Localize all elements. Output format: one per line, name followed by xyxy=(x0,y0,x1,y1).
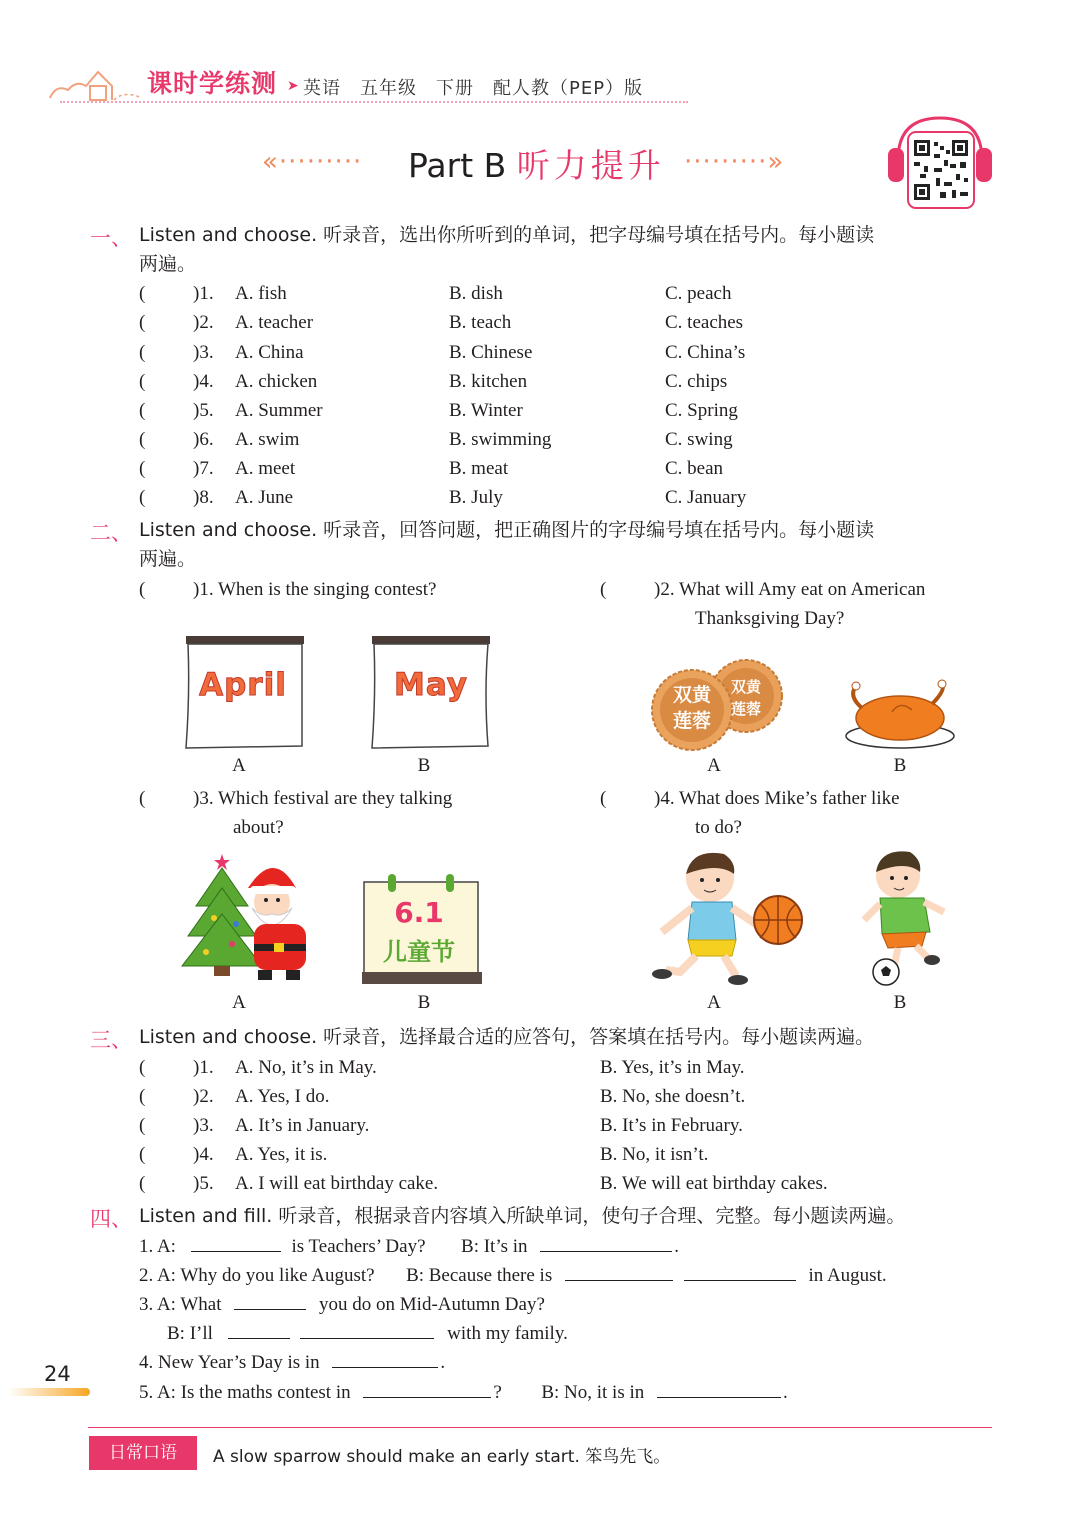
line-text: B: Because there is xyxy=(406,1265,553,1286)
fill-blank[interactable] xyxy=(565,1262,673,1281)
question-text: )3. Which festival are they talking xyxy=(193,788,453,809)
option-b: B. We will eat birthday cakes. xyxy=(600,1173,828,1194)
section4-number: 四、 xyxy=(90,1207,132,1231)
qr-code-headphone-icon[interactable] xyxy=(884,112,994,212)
option-b: B. No, she doesn’t. xyxy=(600,1086,746,1107)
option-b: B. Winter xyxy=(449,400,523,421)
part-cn-title: 听力提升 xyxy=(516,146,665,185)
answer-bracket[interactable]: ( xyxy=(139,283,146,304)
line-text: with my family. xyxy=(447,1323,568,1344)
option-a: A. meet xyxy=(235,458,296,479)
line-text: 2. A: Why do you like August? xyxy=(139,1265,375,1286)
option-b: B. It’s in February. xyxy=(600,1115,743,1136)
option-a: A. I will eat birthday cake. xyxy=(235,1173,439,1194)
question-number: )2. xyxy=(193,312,214,333)
s4-line-2 xyxy=(139,1261,887,1290)
s3-row xyxy=(139,1111,743,1140)
arrow-icon: ➤ xyxy=(287,78,299,94)
picture-label-a: A xyxy=(232,755,246,776)
answer-bracket[interactable]: ( xyxy=(139,458,146,479)
option-a: A. June xyxy=(235,487,294,508)
boy-football-image[interactable] xyxy=(858,848,954,988)
s1-row xyxy=(139,338,746,367)
answer-bracket[interactable]: ( xyxy=(139,1173,146,1194)
fill-blank[interactable] xyxy=(684,1262,796,1281)
option-b: B. No, it isn’t. xyxy=(600,1144,709,1165)
question-number: )1. xyxy=(193,1057,214,1078)
fill-blank[interactable] xyxy=(234,1291,306,1310)
question-number: )6. xyxy=(193,429,214,450)
answer-bracket[interactable]: ( xyxy=(139,1086,146,1107)
option-b: B. Yes, it’s in May. xyxy=(600,1057,745,1078)
s1-row xyxy=(139,425,733,454)
part-title xyxy=(408,140,665,187)
question-number: )4. xyxy=(193,371,214,392)
answer-bracket[interactable]: ( xyxy=(139,429,146,450)
option-b: B. Chinese xyxy=(449,342,533,363)
answer-bracket[interactable]: ( xyxy=(600,788,607,809)
christmas-tree-santa-image[interactable] xyxy=(178,848,318,984)
picture-label-b: B xyxy=(417,992,431,1013)
line-text: 5. A: Is the maths contest in xyxy=(139,1382,351,1403)
fill-blank[interactable] xyxy=(657,1379,781,1398)
mooncake-label-2: 双黄莲蓉 xyxy=(730,678,761,718)
s2-question-3 xyxy=(139,784,453,813)
question-text: )4. What does Mike’s father like xyxy=(654,788,900,809)
option-b: B. kitchen xyxy=(449,371,528,392)
fill-blank[interactable] xyxy=(191,1233,281,1252)
line-prefix: 1. A: xyxy=(139,1236,176,1257)
option-a: A. It’s in January. xyxy=(235,1115,370,1136)
question-text: )1. When is the singing contest? xyxy=(193,579,437,600)
option-c: C. teaches xyxy=(665,312,744,333)
mooncake-label-1: 双黄莲蓉 xyxy=(672,684,711,732)
s1-row xyxy=(139,367,728,396)
section2-instruction: Listen and choose. 听录音，回答问题，把正确图片的字母编号填在括号内。每小题读 xyxy=(139,519,875,541)
s1-row xyxy=(139,396,738,425)
question-number: )7. xyxy=(193,458,214,479)
left-chevron-decoration-icon: «········· xyxy=(262,147,363,177)
section1-instruction-cont: 两遍。 xyxy=(139,253,197,275)
line-text: . xyxy=(440,1352,446,1373)
s1-row xyxy=(139,454,724,483)
option-a: A. Yes, I do. xyxy=(235,1086,330,1107)
s2-question-3-cont: about? xyxy=(233,817,284,838)
s4-line-4 xyxy=(139,1348,445,1377)
option-b: B. swimming xyxy=(449,429,552,450)
option-c: C. swing xyxy=(665,429,733,450)
section1-number: 一、 xyxy=(90,226,132,250)
line-text: in August. xyxy=(808,1265,887,1286)
s2-question-2 xyxy=(600,575,926,604)
s1-row xyxy=(139,279,732,308)
s2-question-4-cont: to do? xyxy=(695,817,742,838)
fill-blank[interactable] xyxy=(540,1233,672,1252)
answer-bracket[interactable]: ( xyxy=(139,1115,146,1136)
question-number: )1. xyxy=(193,283,214,304)
option-b: B. dish xyxy=(449,283,503,304)
picture-label-b: B xyxy=(417,755,431,776)
option-a: A. chicken xyxy=(235,371,318,392)
fill-blank[interactable] xyxy=(332,1349,438,1368)
option-c: C. chips xyxy=(665,371,728,392)
childrens-day-name: 儿童节 xyxy=(383,938,455,966)
childrens-day-date: 6.1 xyxy=(394,896,444,929)
section3-instruction: Listen and choose. 听录音，选择最合适的应答句，答案填在括号内。每小题读两遍。 xyxy=(139,1026,875,1048)
s4-line-5 xyxy=(139,1378,788,1407)
part-name: Part B xyxy=(408,146,507,185)
question-text: )2. What will Amy eat on American xyxy=(654,579,926,600)
s3-row xyxy=(139,1082,746,1111)
section2-instruction-cont: 两遍。 xyxy=(139,548,197,570)
answer-bracket[interactable]: ( xyxy=(139,371,146,392)
s1-row xyxy=(139,308,744,337)
childrens-day-calendar-image[interactable] xyxy=(360,874,484,986)
s2-question-2-cont: Thanksgiving Day? xyxy=(695,608,845,629)
section2-number: 二、 xyxy=(90,521,132,545)
question-number: )5. xyxy=(193,400,214,421)
section3-number: 三、 xyxy=(90,1028,132,1052)
page-number: 24 xyxy=(44,1362,71,1386)
line-text: B: No, it is in xyxy=(541,1382,645,1403)
book-subtitle: 英语 五年级 下册 配人教（PEP）版 xyxy=(303,78,644,99)
fill-blank[interactable] xyxy=(300,1320,434,1339)
line-text: is Teachers’ Day? xyxy=(291,1236,426,1257)
option-c: C. bean xyxy=(665,458,724,479)
series-title: 课时学练测 xyxy=(147,69,278,98)
picture-label-a: A xyxy=(707,755,721,776)
line-text: . xyxy=(783,1382,788,1403)
option-b: B. teach xyxy=(449,312,512,333)
picture-label-a: A xyxy=(707,992,721,1013)
question-number: )2. xyxy=(193,1086,214,1107)
question-number: )5. xyxy=(193,1173,214,1194)
option-a: A. teacher xyxy=(235,312,314,333)
footer-divider xyxy=(88,1427,992,1428)
option-c: C. China’s xyxy=(665,342,746,363)
answer-bracket[interactable]: ( xyxy=(139,1144,146,1165)
option-c: C. Spring xyxy=(665,400,738,421)
s3-row xyxy=(139,1053,745,1082)
section4-instruction: Listen and fill. 听录音，根据录音内容填入所缺单词，使句子合理、完整。每小题读两遍。 xyxy=(139,1205,906,1227)
answer-bracket[interactable]: ( xyxy=(139,487,146,508)
line-text: B: I’ll xyxy=(167,1323,213,1344)
page-number-bar xyxy=(8,1388,90,1396)
s1-row xyxy=(139,483,747,512)
s4-line-3b xyxy=(167,1319,568,1348)
question-number: )3. xyxy=(193,1115,214,1136)
option-c: C. peach xyxy=(665,283,732,304)
fill-blank[interactable] xyxy=(228,1320,290,1339)
s3-row xyxy=(139,1140,709,1169)
line-text: 3. A: What xyxy=(139,1294,222,1315)
answer-bracket[interactable]: ( xyxy=(139,788,146,809)
right-chevron-decoration-icon: ·········» xyxy=(684,147,785,177)
line-text: B: It’s in xyxy=(461,1236,528,1257)
line-text: 4. New Year’s Day is in xyxy=(139,1352,320,1373)
calendar-april-text: April xyxy=(199,667,287,703)
picture-label-b: B xyxy=(893,992,907,1013)
s2-question-1 xyxy=(139,575,437,604)
question-number: )8. xyxy=(193,487,214,508)
roast-turkey-image[interactable] xyxy=(842,678,958,752)
answer-bracket[interactable]: ( xyxy=(139,400,146,421)
s4-line-3 xyxy=(139,1290,545,1319)
option-b: B. July xyxy=(449,487,503,508)
option-a: A. No, it’s in May. xyxy=(235,1057,377,1078)
house-logo-icon xyxy=(46,60,146,104)
picture-label-a: A xyxy=(232,992,246,1013)
answer-bracket[interactable]: ( xyxy=(139,312,146,333)
option-b: B. meat xyxy=(449,458,509,479)
answer-bracket[interactable]: ( xyxy=(139,579,146,600)
daily-phrase-tag: 日常口语 xyxy=(89,1436,197,1470)
question-number: )4. xyxy=(193,1144,214,1165)
daily-phrase-text: A slow sparrow should make an early start. 笨鸟先飞。 xyxy=(213,1447,671,1467)
answer-bracket[interactable]: ( xyxy=(600,579,607,600)
header-divider xyxy=(60,101,688,103)
option-a: A. Yes, it is. xyxy=(235,1144,328,1165)
question-number: )3. xyxy=(193,342,214,363)
line-text: ? xyxy=(493,1382,502,1403)
option-a: A. swim xyxy=(235,429,300,450)
line-text: you do on Mid-Autumn Day? xyxy=(319,1294,545,1315)
s3-row xyxy=(139,1169,828,1198)
option-a: A. fish xyxy=(235,283,287,304)
s4-line-1 xyxy=(139,1232,679,1261)
fill-blank[interactable] xyxy=(363,1379,491,1398)
option-a: A. Summer xyxy=(235,400,323,421)
boy-basketball-image[interactable] xyxy=(640,848,806,988)
section1-instruction: Listen and choose. 听录音，选出你所听到的单词，把字母编号填在括号内。每小题读 xyxy=(139,224,875,246)
answer-bracket[interactable]: ( xyxy=(139,342,146,363)
option-c: C. January xyxy=(665,487,747,508)
option-a: A. China xyxy=(235,342,304,363)
answer-bracket[interactable]: ( xyxy=(139,1057,146,1078)
picture-label-b: B xyxy=(893,755,907,776)
calendar-may-text: May xyxy=(393,667,469,703)
line-text: . xyxy=(674,1236,680,1257)
s2-question-4 xyxy=(600,784,900,813)
